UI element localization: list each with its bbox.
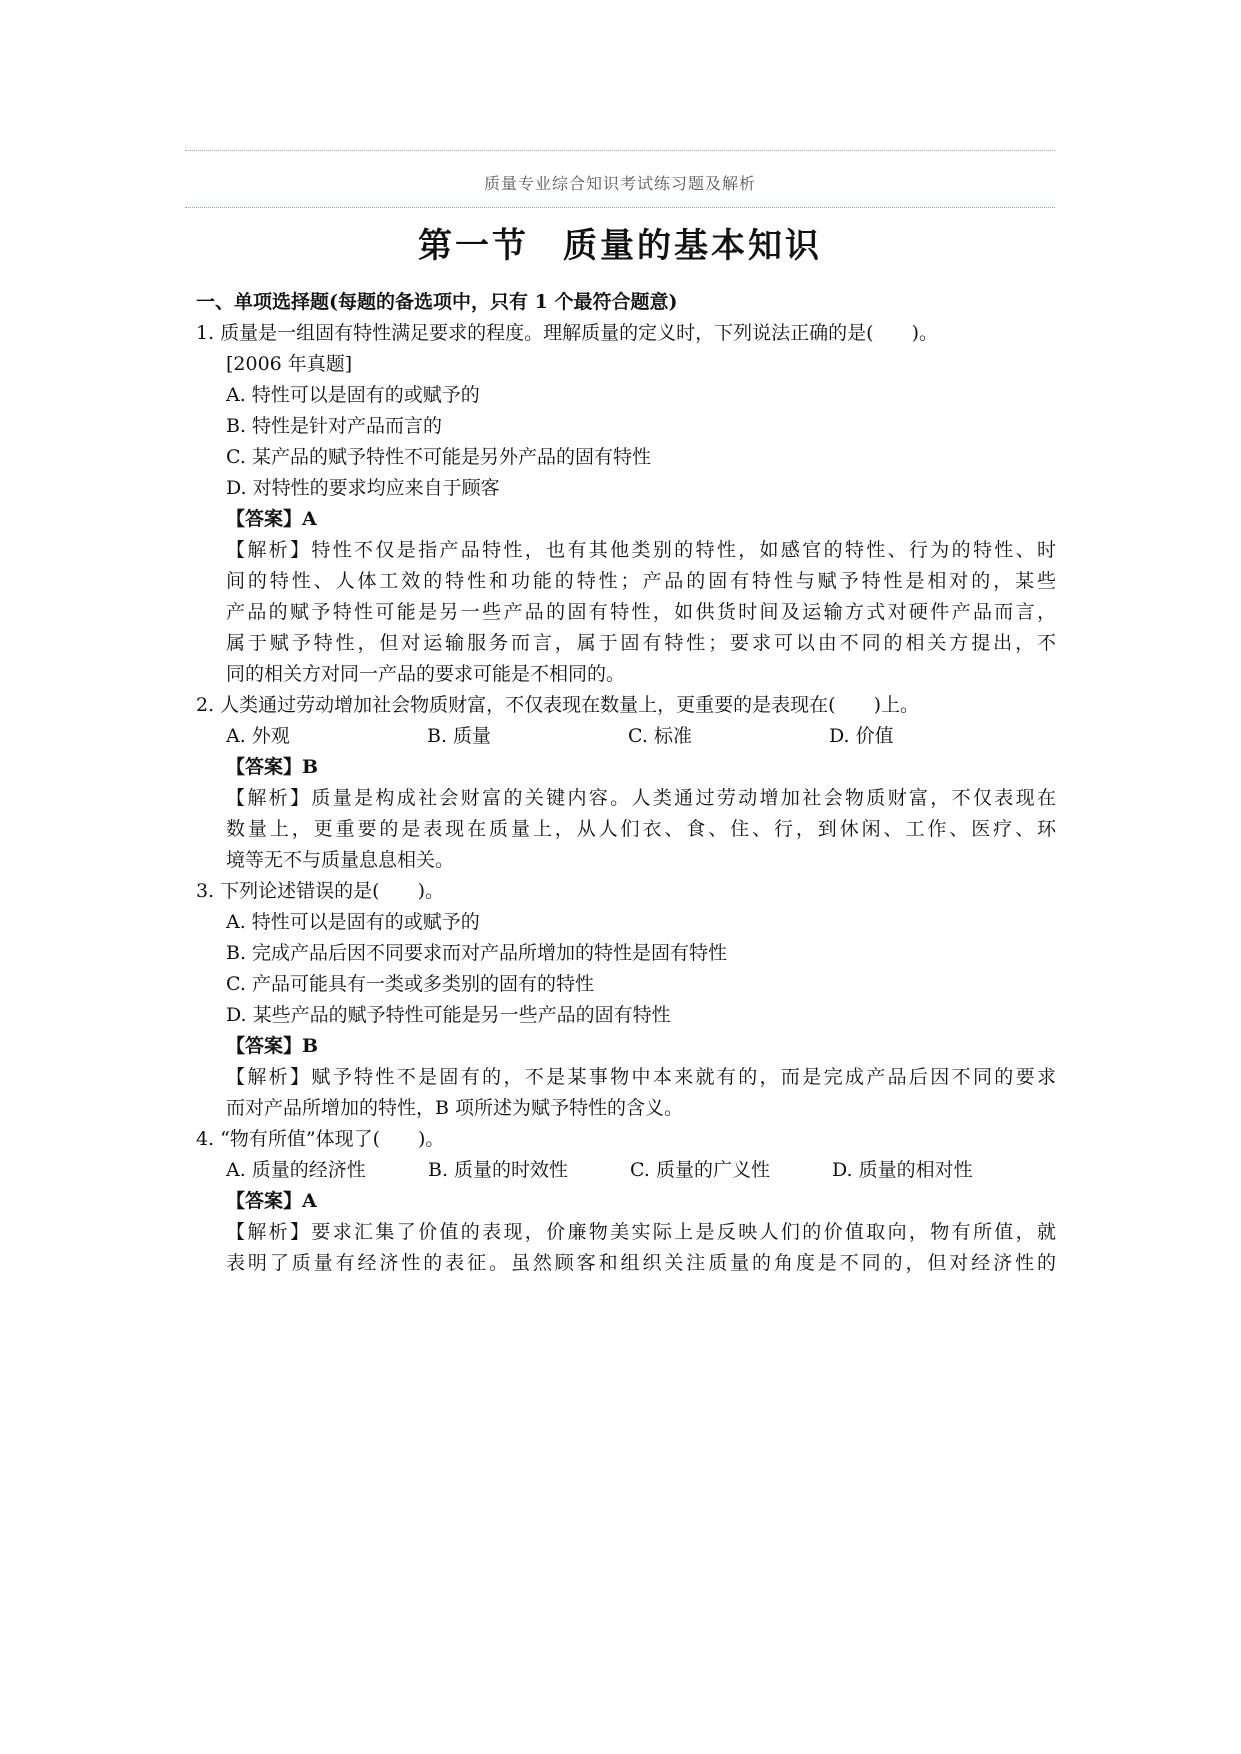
section-name: 质量的基本知识 bbox=[563, 226, 822, 266]
question-3-analysis-line: 而对产品所增加的特性，B 项所述为赋予特性的含义。 bbox=[226, 1097, 684, 1119]
question-1-analysis-line: 产品的赋予特性可能是另一些产品的固有特性，如供货时间及运输方式对硬件产品而言， bbox=[226, 601, 1056, 623]
question-3-option-d: D. 某些产品的赋予特性可能是另一些产品的固有特性 bbox=[226, 1004, 671, 1026]
question-3-stem: 3. 下列论述错误的是( )。 bbox=[196, 880, 444, 902]
question-1-option-d: D. 对特性的要求均应来自于顾客 bbox=[226, 477, 500, 499]
question-1-option-a: A. 特性可以是固有的或赋予的 bbox=[226, 384, 480, 406]
page-title bbox=[185, 218, 1055, 267]
question-1-answer: 【答案】A bbox=[226, 508, 317, 530]
question-3-answer: 【答案】B bbox=[226, 1035, 319, 1057]
header-rule-bottom bbox=[185, 207, 1055, 208]
question-2-option-d: D. 价值 bbox=[829, 725, 894, 747]
question-1-analysis-line: 间的特性、人体工效的特性和功能的特性；产品的固有特性与赋予特性是相对的，某些 bbox=[226, 570, 1056, 592]
header-rule-top bbox=[185, 150, 1055, 151]
question-4-stem: 4. “物有所值”体现了( )。 bbox=[196, 1128, 445, 1150]
question-4-option-a: A. 质量的经济性 bbox=[226, 1159, 366, 1181]
question-1-option-b: B. 特性是针对产品而言的 bbox=[226, 415, 443, 437]
question-2-options bbox=[196, 721, 1056, 752]
question-2-analysis-line: 数量上，更重要的是表现在质量上，从人们衣、食、住、行，到休闲、工作、医疗、环 bbox=[226, 818, 1056, 840]
question-3-option-a: A. 特性可以是固有的或赋予的 bbox=[226, 911, 480, 933]
question-3-analysis-line: 【解析】赋予特性不是固有的，不是某事物中本来就有的，而是完成产品后因不同的要求 bbox=[226, 1066, 1056, 1088]
question-1-option-c: C. 某产品的赋予特性不可能是另外产品的固有特性 bbox=[226, 446, 651, 468]
question-1-source: [2006 年真题] bbox=[226, 353, 353, 375]
section-heading: 一、单项选择题(每题的备选项中，只有 1 个最符合题意) bbox=[196, 291, 678, 313]
question-2-option-b: B. 质量 bbox=[427, 725, 492, 747]
question-3-option-c: C. 产品可能具有一类或多类别的固有的特性 bbox=[226, 973, 594, 995]
question-1-analysis-line: 【解析】特性不仅是指产品特性，也有其他类别的特性，如感官的特性、行为的特性、时 bbox=[226, 539, 1056, 561]
question-2-answer: 【答案】B bbox=[226, 756, 319, 778]
question-1-analysis-line: 属于赋予特性，但对运输服务而言，属于固有特性；要求可以由不同的相关方提出，不 bbox=[226, 632, 1056, 654]
question-2-analysis-line: 境等无不与质量息息相关。 bbox=[226, 849, 455, 871]
question-2-option-a: A. 外观 bbox=[226, 725, 290, 747]
question-3-option-b: B. 完成产品后因不同要求而对产品所增加的特性是固有特性 bbox=[226, 942, 728, 964]
question-2-analysis-line: 【解析】质量是构成社会财富的关键内容。人类通过劳动增加社会物质财富，不仅表现在 bbox=[226, 787, 1056, 809]
question-2-option-c: C. 标准 bbox=[628, 725, 692, 747]
running-head: 质量专业综合知识考试练习题及解析 bbox=[483, 174, 756, 193]
question-1-analysis-line: 同的相关方对同一产品的要求可能是不相同的。 bbox=[226, 663, 626, 685]
question-4-analysis-line: 【解析】要求汇集了价值的表现，价廉物美实际上是反映人们的价值取向，物有所值，就 bbox=[226, 1221, 1056, 1243]
exercise-body bbox=[196, 287, 1056, 1279]
question-4-answer: 【答案】A bbox=[226, 1190, 317, 1212]
question-4-option-b: B. 质量的时效性 bbox=[428, 1159, 569, 1181]
question-4-analysis-line: 表明了质量有经济性的表征。虽然顾客和组织关注质量的角度是不同的，但对经济性的 bbox=[226, 1252, 1056, 1274]
question-1-stem: 1. 质量是一组固有特性满足要求的程度。理解质量的定义时，下列说法正确的是( )。 bbox=[196, 322, 938, 344]
question-4-option-c: C. 质量的广义性 bbox=[630, 1159, 770, 1181]
question-2-stem: 2. 人类通过劳动增加社会物质财富，不仅表现在数量上，更重要的是表现在( )上。 bbox=[196, 694, 919, 716]
section-number: 第一节 bbox=[418, 226, 529, 266]
question-4-option-d: D. 质量的相对性 bbox=[832, 1159, 973, 1181]
question-4-options bbox=[196, 1155, 1056, 1186]
